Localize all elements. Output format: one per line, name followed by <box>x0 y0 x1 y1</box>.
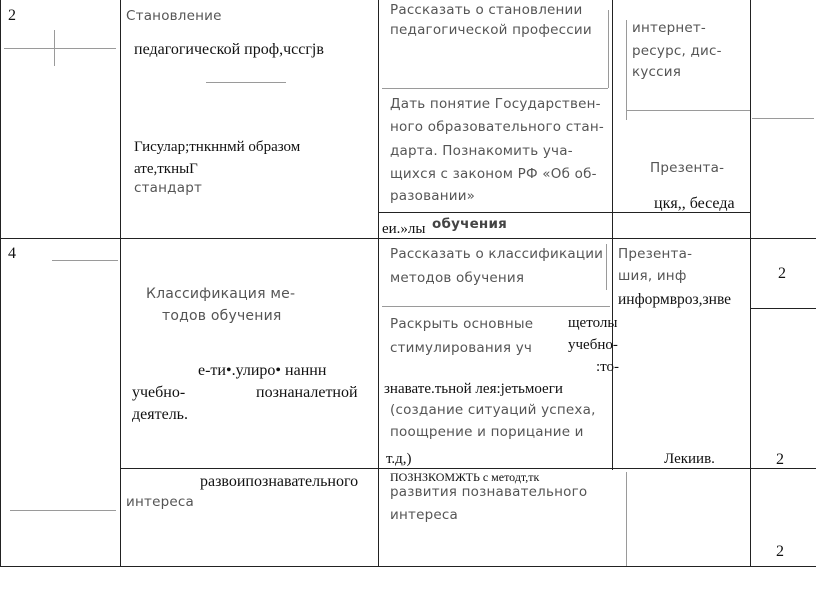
topic-text: учебно- <box>132 384 186 401</box>
topic-text: развоипознавательного <box>200 473 359 490</box>
content-text: методов обучения <box>390 270 525 286</box>
content-text: ПОЗНЗКОМЖТЬ с методт,тк <box>390 470 540 484</box>
scan-artifact-line <box>54 30 55 66</box>
content-text: Рассказать о классификации <box>390 246 604 262</box>
topic-scan-text: стандарт <box>134 180 203 196</box>
method-text: ресурс, дис- <box>632 43 722 59</box>
topic-text: Классификация ме- <box>146 286 296 302</box>
scan-artifact-line <box>4 48 116 49</box>
content-text: щетолы <box>568 315 618 331</box>
content-text: :то- <box>596 359 620 375</box>
scan-artifact-line <box>382 88 608 89</box>
scan-artifact-line <box>10 510 116 511</box>
scan-artifact-line <box>626 472 627 566</box>
scan-artifact-line <box>606 244 607 290</box>
method-text: Презента- <box>650 160 725 176</box>
content-footer-prefix: еи.»лы <box>382 221 426 237</box>
method-text: куссия <box>632 64 682 80</box>
content-text: т.д,) <box>386 451 412 467</box>
table-bottom-border <box>0 566 816 567</box>
content-text: учебно- <box>568 337 618 353</box>
method-text: интернет- <box>632 20 707 36</box>
column-divider-1 <box>120 0 121 566</box>
content-text: ного образовательного стан- <box>390 119 604 135</box>
topic-text: Гисулар;тнкннмй образом <box>134 139 301 155</box>
topic-text: е-ти•.улиро• наннн <box>198 362 327 379</box>
content-text: разовании» <box>390 188 476 204</box>
topic-text: познаналетной <box>256 384 358 401</box>
hours-value: 2 <box>776 451 784 468</box>
method-text: информвроз,знве <box>618 291 732 308</box>
content-text: интереса <box>390 507 458 523</box>
table-left-border <box>0 0 1 566</box>
column-divider-4 <box>750 0 751 566</box>
content-text: педагогической профессии <box>390 22 592 38</box>
method-text: Презента- <box>618 246 693 262</box>
hours-value: 2 <box>776 543 784 560</box>
topic-text: тодов обучения <box>162 308 282 324</box>
content-text: щихся с законом РФ «Об об- <box>390 166 597 182</box>
scan-artifact-line <box>206 82 286 83</box>
scan-artifact-line <box>52 260 118 261</box>
scan-artifact-line <box>626 110 750 111</box>
method-text: Лекиив. <box>664 451 715 467</box>
scan-artifact-line <box>752 118 814 119</box>
row-number: 4 <box>8 245 16 262</box>
content-text: Раскрыть основные <box>390 316 534 332</box>
hours-value: 2 <box>778 265 786 282</box>
scan-artifact-line <box>608 10 609 88</box>
topic-text: интереса <box>126 494 194 510</box>
content-text: (создание ситуаций успеха, <box>390 402 596 418</box>
content-text: развития познавательного <box>390 484 588 500</box>
content-text: поощрение и порицание и <box>390 424 584 440</box>
method-text: цкя,, беседа <box>654 195 735 212</box>
topic-scan-title: Становление <box>126 8 222 24</box>
scan-artifact-line <box>626 20 627 120</box>
column-divider-3 <box>612 0 613 470</box>
content-text: дарта. Познакомить уча- <box>390 143 573 159</box>
content-footer-bold: обучения <box>432 216 507 232</box>
topic-text: педагогической проф,чссгјв <box>134 41 324 58</box>
method-text: шия, инф <box>618 268 687 284</box>
row-divider-right <box>750 308 816 309</box>
row-number: 2 <box>8 7 16 24</box>
topic-text: ате,ткныГ <box>134 161 198 177</box>
column-divider-2 <box>378 0 379 566</box>
scan-artifact-line <box>382 306 610 307</box>
content-text: Дать понятие Государствен- <box>390 96 601 112</box>
content-text: знавате.тьной лея:јетьмоеги <box>384 381 563 397</box>
topic-text: деятель. <box>132 406 188 423</box>
content-text: стимулирования уч <box>390 340 533 356</box>
content-text: Рассказать о становлении <box>390 2 583 18</box>
